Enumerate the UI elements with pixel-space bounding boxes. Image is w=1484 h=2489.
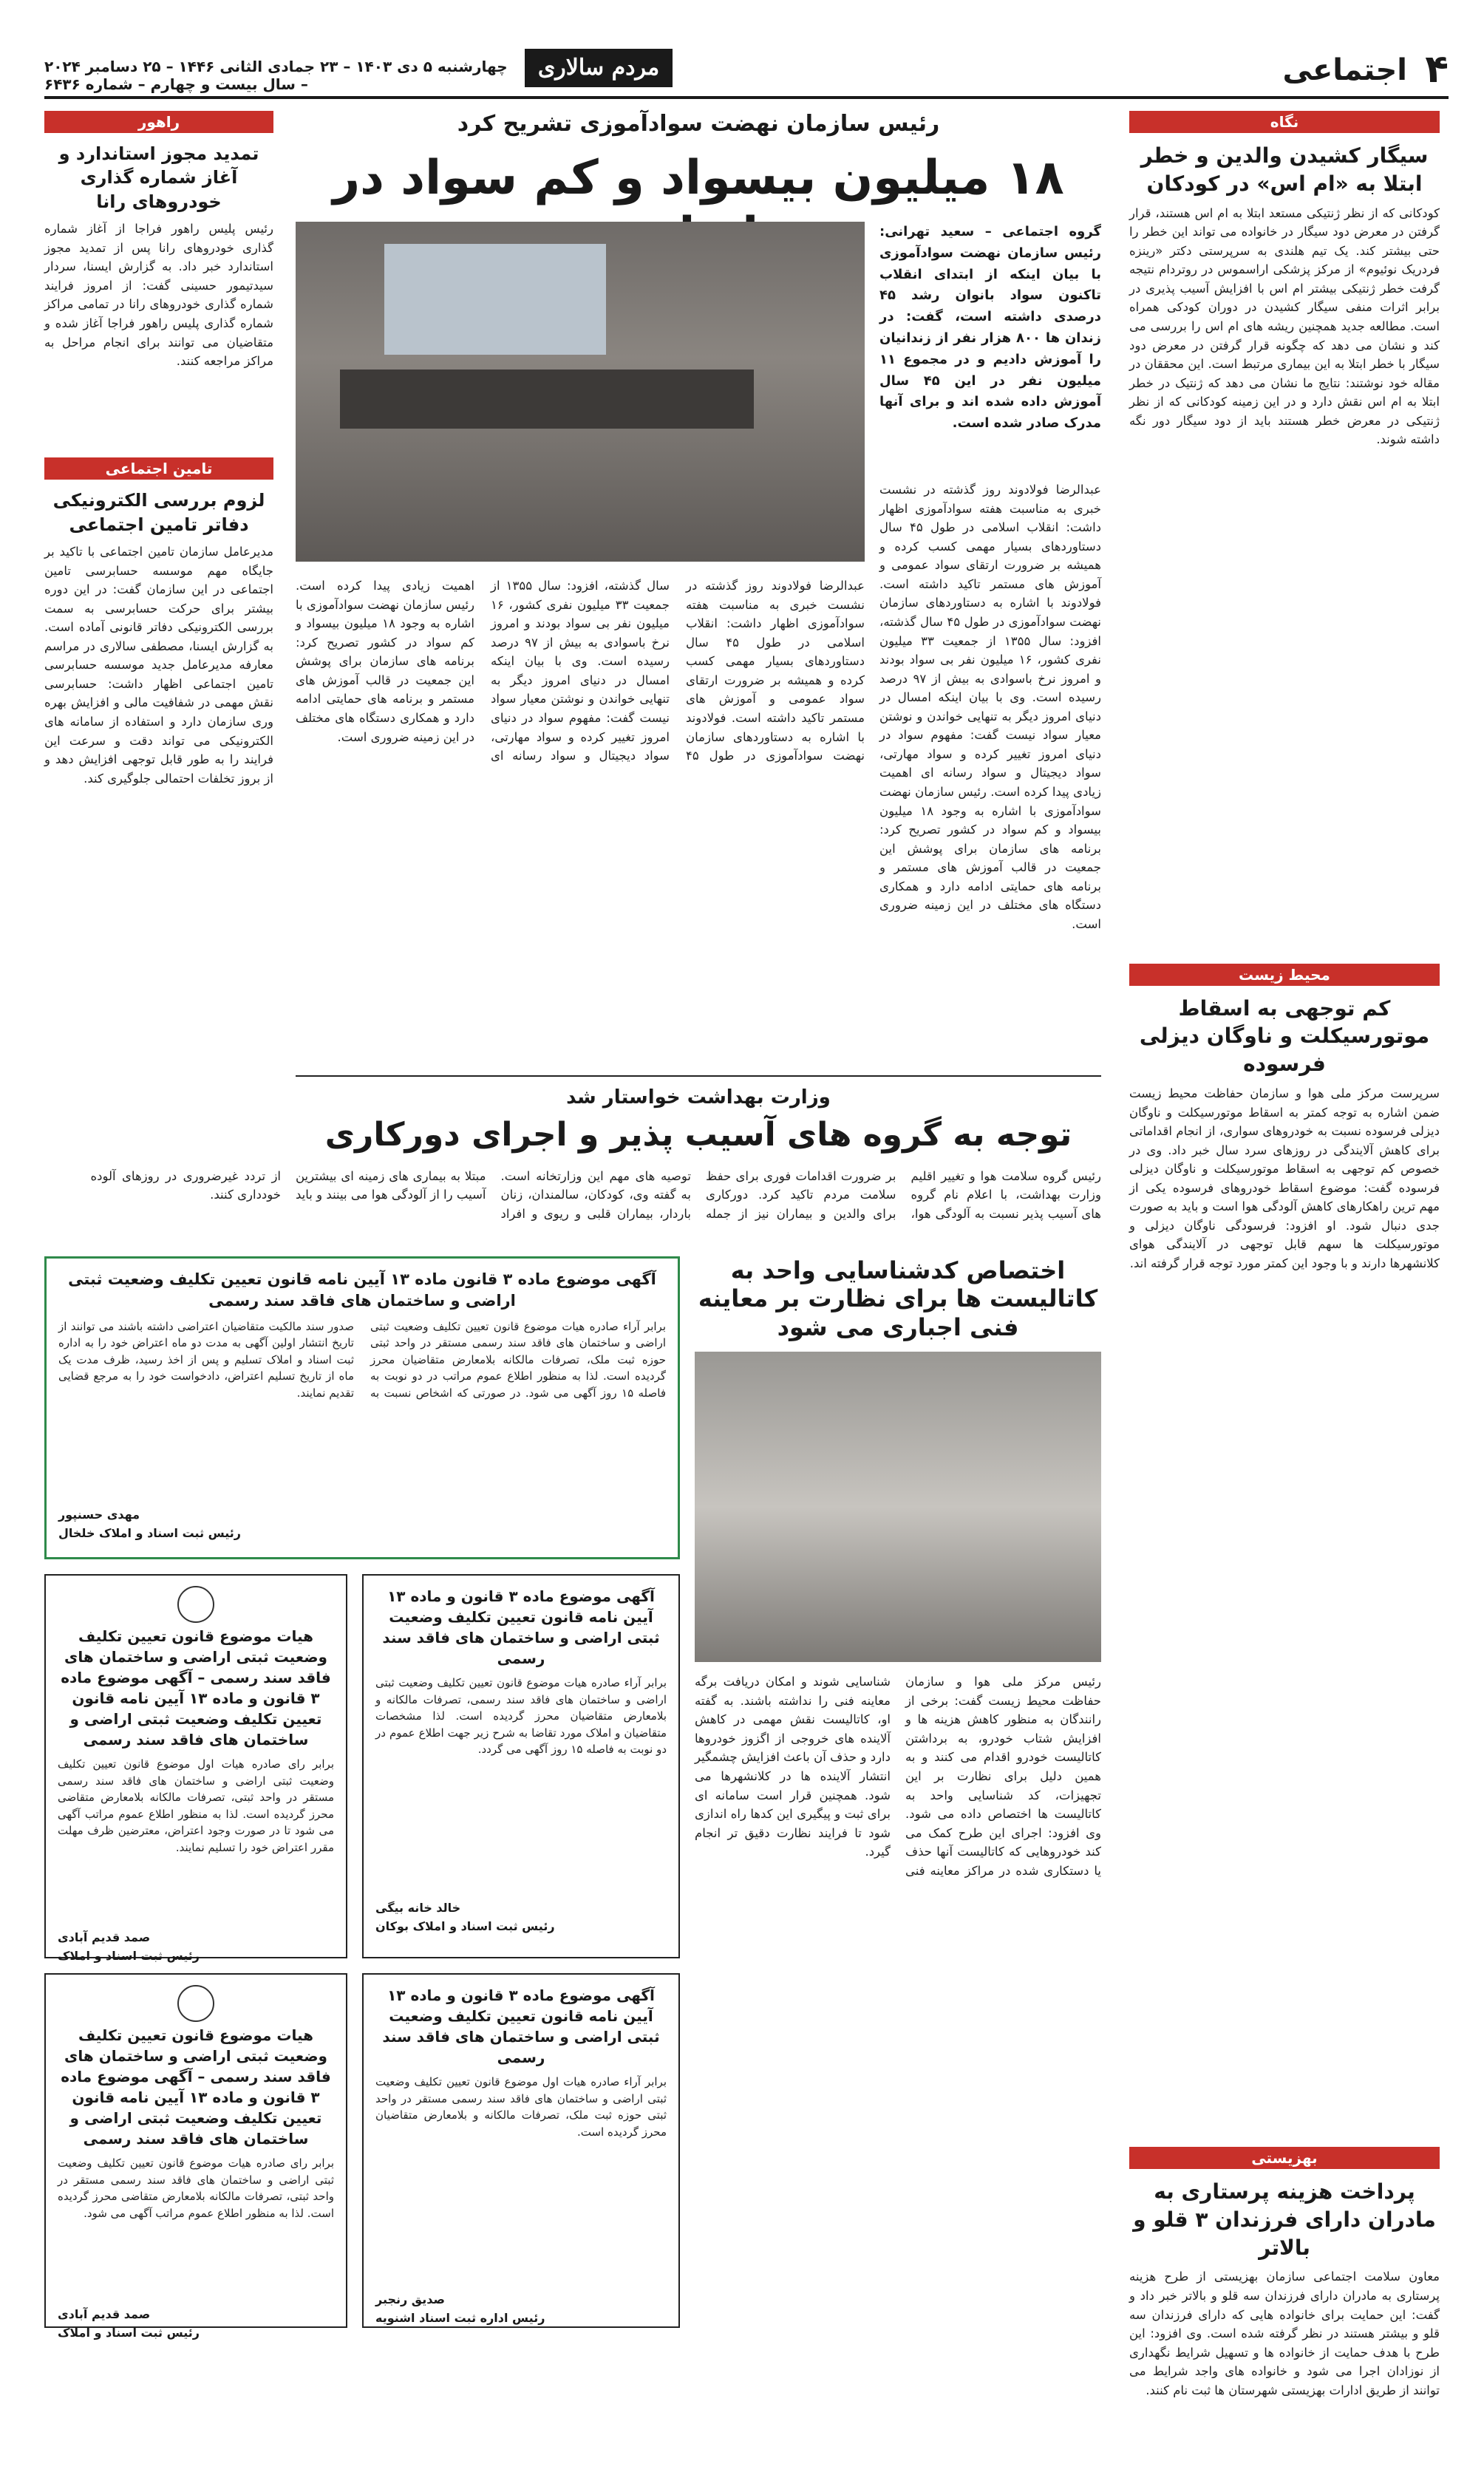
column-tag: تامین اجتماعی [44, 457, 273, 480]
masthead [44, 46, 1449, 99]
dateline: چهارشنبه ۵ دی ۱۴۰۳ – ۲۳ جمادی الثانی ۱۴۴۶ – ۲۵ دسامبر ۲۰۲۴ – سال بیست و چهارم – شماره ۶۴۳۶ [44, 58, 508, 93]
notice-signature-name: صمد قدیم آبادی [58, 1930, 151, 1944]
notice-signature-role: رئیس ثبت اسناد و املاک [58, 2326, 200, 2340]
lead-story [296, 111, 1101, 1079]
notice-signature-role: رئیس ثبت اسناد و املاک بوکان [375, 1919, 555, 1933]
section-divider [296, 1075, 1101, 1077]
legal-notice-main [44, 1256, 680, 1559]
lead-body-columns: عبدالرضا فولادوند روز گذشته در نشست خبری به مناسبت هفته سوادآموزی اظهار داشت: انقلاب اسلامی در طول ۴۵ سال دستاوردهای بسیار مهمی کسب کرده و همیشه بر ضرورت ارتقای سواد عمومی و آموزش های مستمر تاکید داشته است. فولادوند با اشاره به دستاوردهای سازمان نهضت سوادآموزی در طول ۴۵ سال گذشته، افزود: سال ۱۳۵۵ از جمعیت ۳۳ میلیون نفری کشور، ۱۶ میلیون نفر بی سواد بودند و امروز نرخ باسوادی به بیش از ۹۷ درصد رسیده است. وی با بیان اینکه امسال در دنیای امروز دیگر به تنهایی خواندن و نوشتن معیار سواد نیست گفت: مفهوم سواد در دنیای امروز تغییر کرده و سواد مهارتی، سواد دیجیتال و سواد رسانه ای اهمیت زیادی پیدا کرده است. رئیس سازمان نهضت سوادآموزی با اشاره به وجود ۱۸ میلیون بیسواد و کم سواد در کشور تصریح کرد: برنامه های سازمان برای پوشش این جمعیت در قالب آموزش های مستمر و برنامه های حمایتی ادامه دارد و همکاری دستگاه های مختلف در این زمینه ضروری است. [296, 579, 865, 763]
article-body: کودکانی که از نظر ژنتیکی مستعد ابتلا به ام اس هستند، قرار گرفتن در معرض دود سیگار در خانواده می تواند این خطر را حتی بیشتر کند. یک تیم هلندی به سرپرستی دکتر «رینزه فردریک نوئیوم» از مرکز پزشکی اراسموس در روتردام نتیجه گرفت خطر ژنتیکی بیشتر ام اس با افزایش آسیب پذیری در برابر اثرات منفی سیگار کشیدن در دوران کودکی همراه است. مطالعه جدید همچنین ریشه های ام اس را بررسی می کند و نشان می دهد که چگونه قرار گرفتن در معرض دود سیگار با خطر ابتلا به این بیماری مرتبط است. این محققان در مقاله خود نوشتند: نتایج ما نشان می دهد که ژنتیک در خطر ابتلا به ام اس نقش دارد و در این زمینه کودکانی که از نظر ژنتیکی در معرض خطر هستند باید از دود سیگار دور نگه داشته شوند. [1129, 205, 1440, 447]
lead-intro: گروه اجتماعی – سعید تهرانی: رئیس سازمان نهضت سوادآموزی با بیان اینکه از ابتدای انقلاب تاکنون سواد بانوان رشد ۴۵ درصدی داشته است، گفت: در زندان ها ۸۰۰ هزار نفر از زندانیان را آموزش دادیم و در مجموع ۱۱ میلیون نفر در این ۴۵ سال آموزش داده شده اند و برای آنها مدرک صادر شده است. [879, 224, 1101, 432]
legal-notice-4 [362, 1973, 680, 2328]
notice-title: آگهی موضوع ماده ۳ قانون و ماده ۱۳ آیین نامه قانون تعیین تکلیف وضعیت ثبتی اراضی و ساختمان های فاقد سند رسمی [382, 1587, 660, 1667]
notice-title: آگهی موضوع ماده ۳ قانون ماده ۱۳ آیین نامه قانون تعیین تکلیف وضعیت ثبتی اراضی و ساختمان های فاقد سند رسمی [68, 1270, 656, 1310]
notice-signature-role: رئیس ثبت اسناد و املاک خلخال [58, 1525, 242, 1540]
column-tag: نگاه [1129, 111, 1440, 133]
notice-signature-role: رئیس اداره ثبت اسناد اشنویه [375, 2311, 545, 2325]
column-tag: راهور [44, 111, 273, 133]
article-headline: سیگار کشیدن والدین و خطر ابتلا به «ام اس» در کودکان [1140, 143, 1429, 196]
notice-signature-name: صمد قدیم آبادی [58, 2307, 151, 2321]
catalyst-story [695, 1256, 1101, 2328]
lead-body: عبدالرضا فولادوند روز گذشته در نشست خبری به مناسبت هفته سوادآموزی اظهار داشت: انقلاب اسلامی در طول ۴۵ سال دستاوردهای بسیار مهمی کسب کرده و همیشه بر ضرورت ارتقای سواد عمومی و آموزش های مستمر تاکید داشته است. فولادوند با اشاره به دستاوردهای سازمان نهضت سوادآموزی در طول ۴۵ سال گذشته، افزود: سال ۱۳۵۵ از جمعیت ۳۳ میلیون نفری کشور، ۱۶ میلیون نفر بی سواد بودند و امروز نرخ باسوادی به بیش از ۹۷ درصد رسیده است. وی با بیان اینکه امسال در دنیای امروز دیگر به تنهایی خواندن و نوشتن معیار سواد نیست گفت: مفهوم سواد در دنیای امروز تغییر کرده و سواد مهارتی، سواد دیجیتال و سواد رسانه ای اهمیت زیادی پیدا کرده است. رئیس سازمان نهضت سوادآموزی با اشاره به وجود ۱۸ میلیون بیسواد و کم سواد در کشور تصریح کرد: برنامه های سازمان برای پوشش این جمعیت در قالب آموزش های مستمر و برنامه های حمایتی ادامه دارد و همکاری دستگاه های مختلف در این زمینه ضروری است. [879, 483, 1102, 931]
article-body: معاون سلامت اجتماعی سازمان بهزیستی از طرح هزینه پرستاری به مادران دارای فرزندان سه قلو و بالاتر خبر داد و گفت: این حمایت برای خانواده هایی که دارای فرزندان سه قلو و بیشتر هستند در نظر گرفته شده است. وی افزود: این طرح با هدف حمایت از خانواده ها و تسهیل شرایط نگهداری از نوزادان اجرا می شود و خانواده های واجد شرایط می توانند از طریق ادارات بهزیستی شهرستان ها ثبت نام کنند. [1129, 2270, 1440, 2397]
lead-kicker: رئیس سازمان نهضت سوادآموزی تشریح کرد [457, 111, 940, 137]
notice-body: برابر آراء صادره هیات موضوع قانون تعیین تکلیف وضعیت ثبتی اراضی و ساختمان های فاقد سند رسمی، تصرفات مالکانه و بلامعارض متقاضیان محرز گردیده است. لذا مشخصات متقاضیان و املاک مورد تقاضا به شرح زیر جهت اطلاع عموم در دو نوبت به فاصله ۱۵ روز آگهی می گردد. [375, 1676, 667, 1756]
article-headline: پرداخت هزینه پرستاری به مادران دارای فرزندان ۳ قلو و بالاتر [1133, 2179, 1436, 2260]
notice-body: برابر آراء صادره هیات اول موضوع قانون تعیین تکلیف وضعیت ثبتی اراضی و ساختمان های فاقد سند رسمی مستقر در واحد ثبتی حوزه ثبت ملک، تصرفات مالکانه و بلامعارض متقاضیان محرز گردیده است. [375, 2075, 667, 2139]
health-story [90, 1086, 1101, 1249]
health-body: رئیس گروه سلامت هوا و تغییر اقلیم وزارت بهداشت، با اعلام نام گروه های آسیب پذیر نسبت به آلودگی هوا، بر ضرورت اقدامات فوری برای حفظ سلامت مردم تاکید کرد. دورکاری برای والدین و بیماران نیز از جمله توصیه های مهم این وزارتخانه است. به گفته وی، کودکان، سالمندان، زنان باردار، بیماران قلبی و ریوی و افراد مبتلا به بیماری های زمینه ای بیشترین آسیب را از آلودگی هوا می بینند و باید از تردد غیرضروری در روزهای آلوده خودداری کنند. [90, 1168, 1101, 1221]
notice-title: هیات موضوع قانون تعیین تکلیف وضعیت ثبتی اراضی و ساختمان های فاقد سند رسمی – آگهی موضوع ماده ۳ قانون و ماده ۱۳ آیین نامه قانون تعیین تکلیف وضعیت ثبتی اراضی و ساختمان های فاقد سند رسمی [61, 2026, 331, 2148]
left-column [44, 111, 273, 1208]
notice-signature-role: رئیس ثبت اسناد و املاک [58, 1949, 200, 1963]
catalyst-body: رئیس مرکز ملی هوا و سازمان حفاظت محیط زیست گفت: برخی از رانندگان به منظور کاهش هزینه ها و افزایش شتاب خودرو، به برداشتن کاتالیست خودرو اقدام می کنند و به همین دلیل برای نظارت بر این تجهیزات، کد شناسایی واحد به کاتالیست ها اختصاص داده می شود. وی افزود: اجرای این طرح کمک می کند خودروهایی که کاتالیست آنها حذف یا دستکاری شده در مراکز معاینه فنی شناسایی شوند و امکان دریافت برگه معاینه فنی را نداشته باشند. به گفته او، کاتالیست نقش مهمی در کاهش آلاینده های خروجی از اگزوز خودروها دارد و حذف آن باعث افزایش چشمگیر انتشار آلاینده ها در کلانشهرها می شود. همچنین قرار است سامانه ای برای ثبت و پیگیری این کدها راه اندازی شود تا فرایند نظارت دقیق تر انجام گیرد. [695, 1675, 1101, 1878]
article-headline: کم توجهی به اسقاط موتورسیکلت و ناوگان دیزلی فرسوده [1139, 995, 1430, 1077]
notice-body: برابر آراء صادره هیات موضوع قانون تعیین تکلیف وضعیت ثبتی اراضی و ساختمان های فاقد سند رسمی مستقر در واحد ثبتی حوزه ثبت ملک، تصرفات مالکانه بلامعارض متقاضیان محرز گردیده است. لذا به منظور اطلاع عموم مراتب در دو نوبت به فاصله ۱۵ روز آگهی می شود. در صورتی که اشخاص نسبت به صدور سند مالکیت متقاضیان اعتراضی داشته باشند می توانند از تاریخ انتشار اولین آگهی به مدت دو ماه اعتراض خود را به اداره ثبت اسناد و املاک تسلیم و پس از اخذ رسید، ظرف مدت یک ماه از تاریخ تسلیم اعتراض، دادخواست خود را به مرجع قضایی تقدیم نمایند. [58, 1319, 666, 1400]
legal-notice-2 [362, 1574, 680, 1958]
column-tag: بهزیستی [1129, 2147, 1440, 2169]
article-body: سرپرست مرکز ملی هوا و سازمان حفاظت محیط زیست ضمن اشاره به توجه کمتر به اسقاط موتورسیکلت و ناوگان دیزلی فرسوده نسبت به خودروهای سواری، از انجام اقداماتی برای کاهش آلایندگی در روزهای سرد سال خبر داد. وی در خصوص کم توجهی به اسقاط موتورسیکلت و ناوگان دیزلی فرسوده گفت: موضوع اسقاط خودروهای فرسوده یکی از مهم ترین راهکارهای کاهش آلودگی هوا است و باید به صورت جدی دنبال شود. او افزود: فرسودگی ناوگان دیزلی و موتورسیکلت ها سهم قابل توجهی در آلایندگی هوای کلانشهرها دارند و با وجود این کمتر مورد توجه قرار گرفته اند. [1129, 1086, 1440, 1271]
column-tag: محیط زیست [1129, 964, 1440, 986]
registry-emblem-icon [177, 1985, 214, 2022]
page-number: ۴ [1425, 47, 1449, 92]
section-name: اجتماعی [1282, 53, 1407, 87]
legal-notice-3 [44, 1973, 347, 2340]
article-body: مدیرعامل سازمان تامین اجتماعی با تاکید بر جایگاه مهم موسسه حسابرسی تامین اجتماعی در این سازمان گفت: در این دوره بیشتر برای حرکت حسابرسی به سمت بررسی الکترونیکی دفاتر قانونی آماده است. به گزارش ایسنا، مصطفی سالاری در مراسم معارفه مدیرعامل جدید موسسه حسابرسی تامین اجتماعی اظهار داشت: حسابرسی نقش مهمی در شفافیت مالی و افزایش بهره وری سازمان دارد و استفاده از سامانه های الکترونیکی می تواند دقت و سرعت این فرایند را به طور قابل توجهی افزایش دهد و از بروز تخلفات احتمالی جلوگیری کند. [44, 544, 273, 786]
press-conference-photo [296, 222, 865, 562]
health-title: توجه به گروه های آسیب پذیر و اجرای دورکاری [324, 1116, 1072, 1154]
legal-notice-1 [44, 1574, 347, 1963]
notice-title: آگهی موضوع ماده ۳ قانون و ماده ۱۳ آیین نامه قانون تعیین تکلیف وضعیت ثبتی اراضی و ساختمان های فاقد سند رسمی [382, 1986, 660, 2066]
article-headline: لزوم بررسی الکترونیکی دفاتر تامین اجتماعی [52, 490, 265, 535]
right-column [1129, 111, 1440, 2489]
notice-signature-name: خالد خانه بیگی [375, 1901, 461, 1915]
paper-logo: مردم سالاری [525, 49, 673, 87]
notice-signature-name: صدیق رنجبر [375, 2292, 445, 2306]
health-kicker: وزارت بهداشت خواستار شد [566, 1086, 831, 1109]
notice-body: برابر رای صادره هیات موضوع قانون تعیین تکلیف وضعیت ثبتی اراضی و ساختمان های فاقد سند رسمی مستقر در واحد ثبتی، تصرفات مالکانه بلامعارض متقاضی محرز گردیده است. لذا به منظور اطلاع عموم مراتب آگهی می شود. [58, 2156, 334, 2220]
lead-title: ۱۸ میلیون بیسواد و کم سواد در [333, 151, 1064, 205]
article-headline: تمدید مجوز استاندارد و آغاز شماره گذاری خودروهای رانا [58, 143, 259, 212]
article-body: رئیس پلیس راهور فراجا از آغاز شماره گذاری خودروهای رانا پس از تمدید مجوز استاندارد خبر داد. به گزارش ایسنا، سردار سیدتیمور حسینی گفت: از امروز فرایند شماره گذاری خودروهای رانا در تمامی مراکز شماره گذاری پلیس راهور فراجا آغاز شده و متقاضیان می توانند برای انجام مراحل به مراکز مراجعه کنند. [44, 222, 273, 369]
notice-signature-name: مهدی حسنپور [58, 1507, 140, 1522]
catalyst-title: اختصاص کدشناسایی واحد به کاتالیست ها برای نظارت بر معاینه فنی اجباری می شود [698, 1256, 1098, 1341]
notice-body: برابر رای صادره هیات اول موضوع قانون تعیین تکلیف وضعیت ثبتی اراضی و ساختمان های فاقد سند رسمی مستقر در واحد ثبتی، تصرفات مالکانه بلامعارض متقاضی محرز گردیده است. لذا به منظور اطلاع عموم مراتب آگهی می شود تا در صورت وجود اعتراض، معترضین ظرف مهلت مقرر اعتراض خود را تسلیم نمایند. [58, 1757, 334, 1854]
registry-emblem-icon [177, 1586, 214, 1623]
exhaust-photo [695, 1352, 1101, 1662]
notice-title: هیات موضوع قانون تعیین تکلیف وضعیت ثبتی اراضی و ساختمان های فاقد سند رسمی – آگهی موضوع ماده ۳ قانون و ماده ۱۳ آیین نامه قانون تعیین تکلیف وضعیت ثبتی اراضی و ساختمان های فاقد سند رسمی [61, 1627, 331, 1749]
